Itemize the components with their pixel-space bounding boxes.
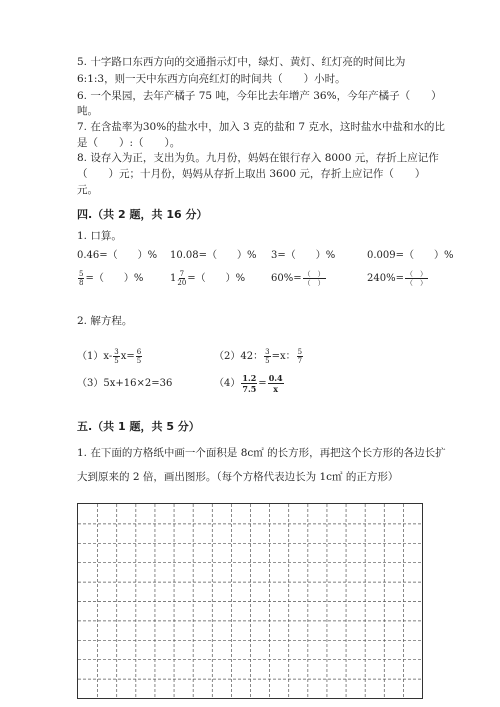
grid-question-line1: 1. 在下面的方格纸中画一个面积是 8c㎡ 的长方形，再把这个长方形的各边长扩: [77, 447, 446, 459]
fraction: $\frac{( )}{( )}$: [405, 270, 427, 287]
fraction: $\frac{0.4}{x}$: [268, 373, 283, 394]
fraction: $\frac{( )}{( )}$: [303, 270, 325, 287]
q8-line2: （ ）元；十月份，妈妈从存折上取出 3600 元，存折上应记作（ ）: [77, 168, 426, 180]
q8-line3: 元。: [77, 184, 98, 196]
equation-3: （3）5x+16×2=36: [77, 378, 173, 389]
equation-4: （4） $\frac{1.2}{7.5}$ = $\frac{0.4}{x}$: [214, 373, 283, 394]
fraction: $\frac{3}{5}$: [265, 348, 270, 365]
fraction: $\frac{3}{5}$: [114, 348, 119, 365]
q7-line2: 是（ ）:（ ）。: [77, 137, 181, 149]
oral-item-7: 60%= $\frac{( )}{( )}$: [271, 270, 325, 287]
q7-line1: 7. 在含盐率为30%的盐水中，加入 3 克的盐和 7 克水，这时盐水中盐和水的比: [77, 121, 445, 133]
solve-equation-label: 2. 解方程。: [77, 315, 133, 327]
fraction: $\frac{5}{8}$: [79, 270, 84, 287]
oral-item-2: 10.08=（ ）%: [170, 250, 257, 261]
fraction: $\frac{7}{20}$: [177, 270, 187, 287]
graph-paper-grid[interactable]: [77, 503, 423, 699]
equation-1: （1）x- $\frac{3}{5}$ x= $\frac{6}{5}$: [77, 348, 142, 365]
section4-heading: 四.（共 2 题，共 16 分）: [77, 208, 208, 221]
oral-item-8: 240%= $\frac{( )}{( )}$: [367, 270, 427, 287]
q5-line1: 5. 十字路口东西方向的交通指示灯中，绿灯、黄灯、红灯亮的时间比为: [77, 56, 406, 68]
q6-line2: 吨。: [77, 105, 98, 117]
oral-item-6: 1 $\frac{7}{20}$ =（ ）%: [170, 270, 246, 287]
section5-heading: 五.（共 1 题，共 5 分）: [77, 420, 200, 433]
fraction: $\frac{5}{7}$: [297, 348, 303, 365]
q5-line2: 6:1:3，则一天中东西方向亮红灯的时间共（ ）小时。: [77, 73, 346, 85]
q6-line1: 6. 一个果园，去年产橘子 75 吨，今年比去年增产 36%，今年产橘子（ ）: [77, 90, 442, 102]
grid-question-line2: 大到原来的 2 倍，画出图形。（每个方格代表边长为 1c㎡ 的正方形）: [77, 471, 399, 483]
oral-item-4: 0.009=（ ）%: [367, 250, 454, 261]
grid-lines: [78, 504, 424, 700]
equation-2: （2）42： $\frac{3}{5}$ =x： $\frac{5}{7}$: [214, 348, 303, 365]
oral-item-3: 3=（ ）%: [271, 250, 336, 261]
fraction: $\frac{1.2}{7.5}$: [242, 373, 257, 394]
oral-item-1: 0.46=（ ）%: [77, 250, 158, 261]
q8-line1: 8. 设存入为正，支出为负。九月份，妈妈在银行存入 8000 元，存折上应记作: [77, 152, 439, 164]
oral-calc-label: 1. 口算。: [77, 230, 122, 242]
oral-item-5: $\frac{5}{8}$ =（ ）%: [79, 270, 144, 287]
fraction: $\frac{6}{5}$: [136, 348, 142, 365]
